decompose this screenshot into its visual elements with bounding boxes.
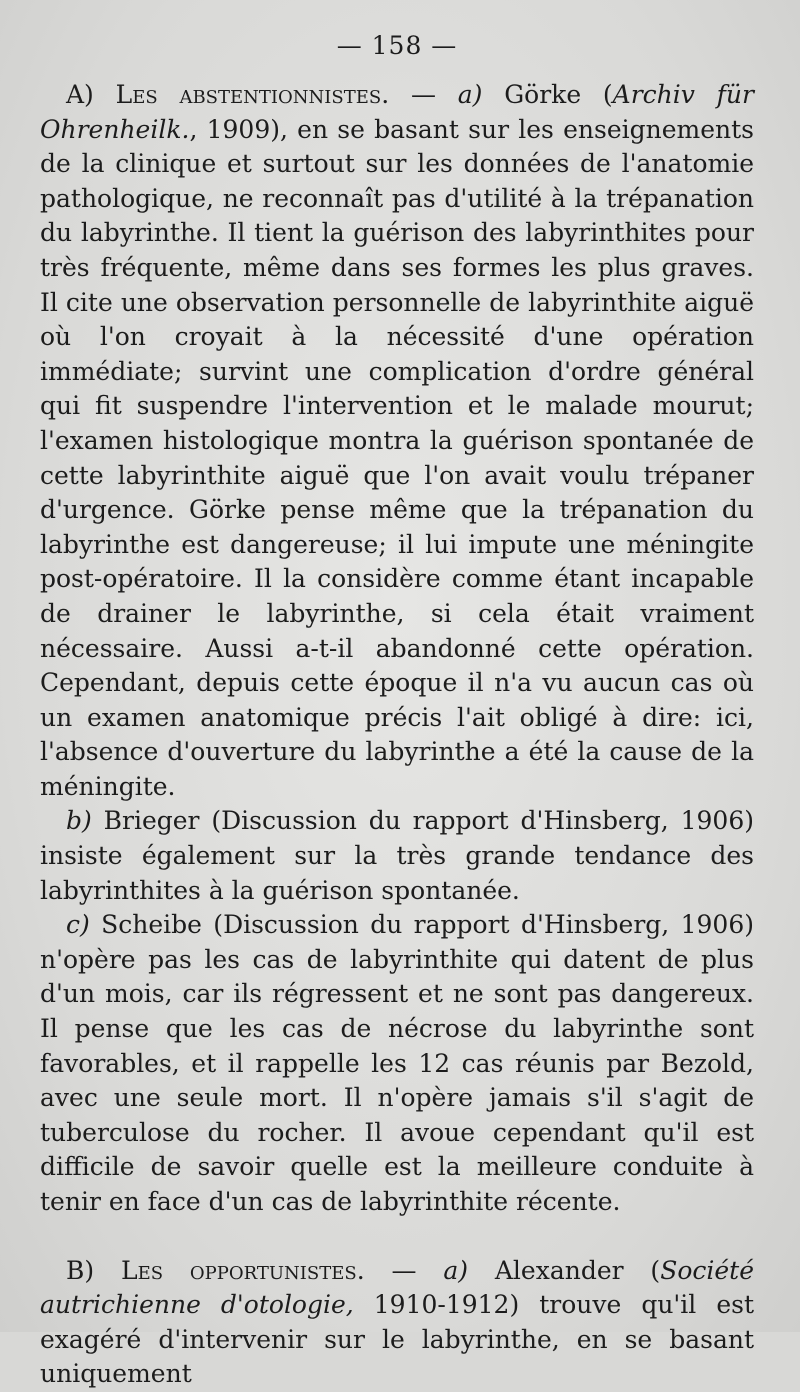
author-alexander: Alexander (: [468, 1255, 661, 1285]
item-marker-a: a): [457, 80, 483, 109]
item-marker-c: c): [66, 910, 90, 940]
item-marker-a: a): [443, 1255, 469, 1285]
source-title: Société autrichienne d'otologie,: [40, 1255, 754, 1320]
paragraph-abstentionnistes-a: [40, 78, 754, 804]
paragraph-text: , 1909), en se basant sur les enseignements de la clinique et surtout sur les données de l'anatomie pathologique, ne reconnaît pas d'utilité à la trépanation du labyrinthe. Il tient la guérison des labyrinthites pour très fréquente, même dans ses formes les plus graves. Il cite une observation personnelle de labyrinthite aiguë où l'on croyait à la nécessité d'une opération immédiate; survint une complication d'ordre général qui fit suspendre l'intervention et le malade mourut; l'examen histologique montra la guérison spontanée de cette labyrinthite aiguë que l'on avait voulu trépaner d'urgence. Görke pense même que la trépanation du labyrinthe est dangereuse; il lui impute une méningite post-opératoire. Il la considère comme étant incapable de drainer le labyrinthe, si cela était vraiment nécessaire. Aussi a-t-il abandonné cette opération. Cependant, depuis cette époque il n'a vu aucun cas où un examen anatomique précis l'ait obligé à dire: ici, l'absence d'ouverture du labyrinthe a été la cause de la méningite.: [40, 114, 754, 801]
author-gorke: Görke (: [482, 80, 613, 109]
paragraph-abstentionnistes-c: [40, 908, 754, 1219]
page-number: — 158 —: [336, 31, 458, 60]
paragraph-abstentionnistes-b: [40, 804, 754, 908]
section-b-heading: B) Les opportunistes.: [66, 1255, 365, 1285]
source-title: Archiv für Ohrenheilk.: [40, 80, 754, 144]
paragraph-text: Scheibe (Discussion du rapport d'Hinsberg, 1906) n'opère pas les cas de labyrinthite qui datent de plus d'un mois, car ils régressent et ne sont pas dangereux. Il pense que les cas de nécrose du labyrinthe sont favorables, et il rappelle les 12 cas réunis par Bezold, avec une seule mort. Il n'opère jamais s'il s'agit de tuberculose du rocher. Il avoue cependant qu'il est difficile de savoir quelle est la meilleure conduite à tenir en face d'un cas de labyrinthite récente.: [40, 910, 754, 1216]
heading-dash: —: [364, 1255, 444, 1285]
heading-dash: —: [389, 80, 458, 109]
paragraph-text: 1910-1912) trouve qu'il est exagéré d'intervenir sur le labyrinthe, en se basant uniquement: [40, 1290, 754, 1389]
paragraph-opportunistes-a: [40, 1254, 754, 1392]
item-marker-b: b): [66, 806, 92, 836]
section-a-heading: A) Les abstentionnistes.: [66, 80, 390, 109]
paragraph-text: Brieger (Discussion du rapport d'Hinsberg, 1906) insiste également sur la très grande tendance des labyrinthites à la guérison spontanée.: [40, 806, 754, 905]
section-break: [40, 1220, 754, 1254]
